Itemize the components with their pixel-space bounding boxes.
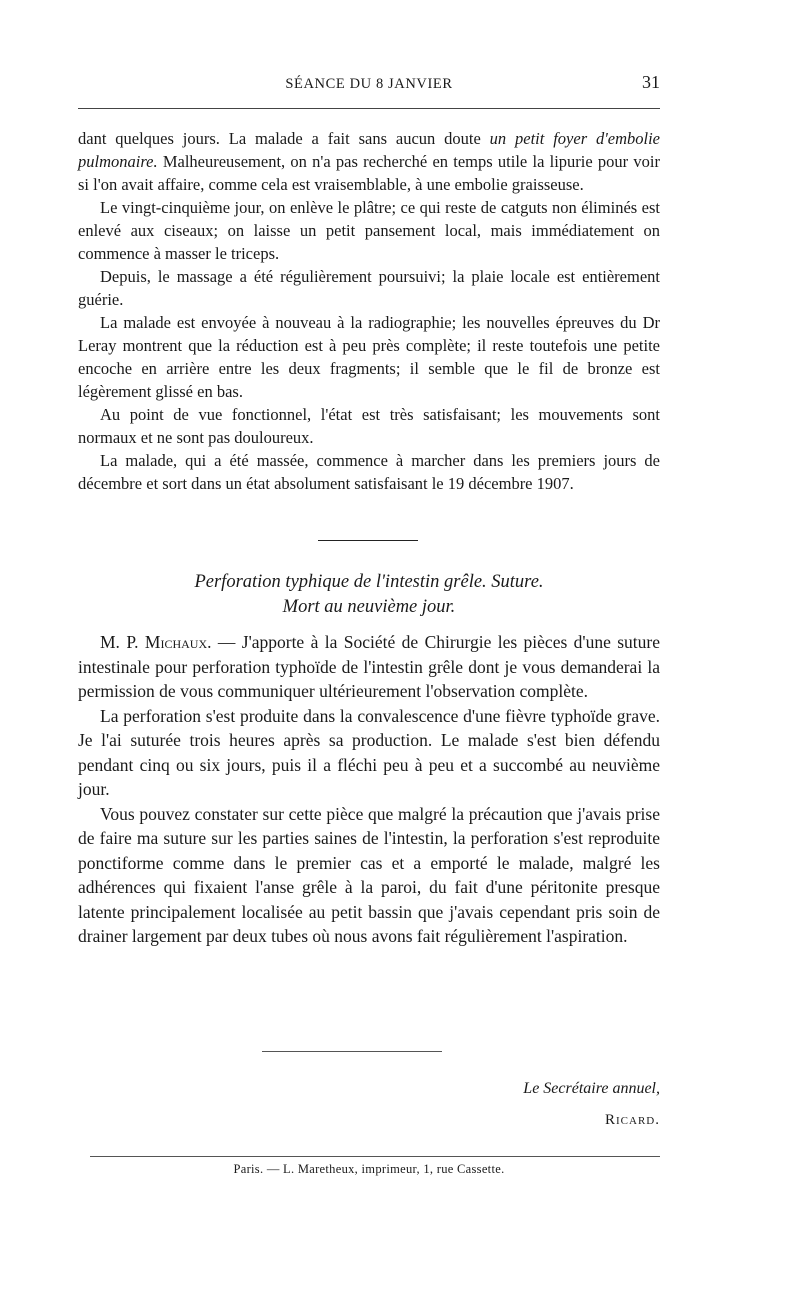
section-title-line: Mort au neuvième jour.: [282, 597, 456, 617]
printer-colophon: Paris. — L. Maretheux, imprimeur, 1, rue Cassette.: [233, 1162, 505, 1176]
case-report-continuation: [78, 127, 660, 495]
paragraph: Le vingt-cinquième jour, on enlève le plâtre; ce qui reste de catguts non éliminés est enlevé aux ciseaux; on laisse un petit pansement local, mais immédiatement on commence à masser le triceps.: [78, 198, 660, 263]
paragraph: La perforation s'est produite dans la convalescence d'une fièvre typhoïde grave. Je l'ai suturée trois heures après sa production. Le malade s'est bien défendu pendant cinq ou six jours, puis il a fléchi peu à peu et a succombé au neuvième jour.: [78, 705, 660, 799]
page-number: 31: [642, 72, 660, 92]
signature-role: Le Secrétaire annuel,: [523, 1080, 660, 1097]
paragraph: [78, 630, 660, 704]
paragraph: Au point de vue fonctionnel, l'état est très satisfaisant; les mouvements sont normaux et ne sont pas douloureux.: [78, 405, 660, 447]
page-header: [78, 72, 660, 98]
paragraph: Vous pouvez constater sur cette pièce que malgré la précaution que j'avais prise de faire ma suture sur les parties saines de l'intestin, la perforation s'est reproduite ponctiforme comme dans le premier cas et a emporté le malade, malgré les adhérences qui fixaient l'anse grêle à la paroi, du fait d'une péritonite presque latente principalement localisée au petit bassin que j'avais cependant pris soin de drainer largement par deux tubes où nous avons fait régulièrement l'aspiration.: [78, 803, 660, 946]
section-title-line: Perforation typhique de l'intestin grêle. Suture.: [194, 572, 544, 592]
paragraph: [78, 127, 660, 196]
paragraph-text: dant quelques jours. La malade a fait sans aucun doute: [78, 129, 490, 148]
section-separator: [318, 540, 418, 541]
paragraph: La malade est envoyée à nouveau à la radiographie; les nouvelles épreuves du Dr Leray montrent que la réduction est à peu près complète; il reste toutefois une petite encoche en arrière entre les deux fragments; il semble que le fil de bronze est légèrement glissé en bas.: [78, 313, 660, 401]
running-head: SÉANCE DU 8 JANVIER: [285, 76, 453, 92]
closing-separator: [262, 1051, 442, 1052]
paragraph-text: Malheureusement, on n'a pas recherché en temps utile la lipurie pour voir si l'on avait affaire, comme cela est vraisemblable, à une embolie graisseuse.: [78, 152, 660, 194]
communication-text: [78, 630, 660, 949]
header-rule: [78, 108, 660, 109]
italic-phrase: un petit foyer d'embolie pulmonaire.: [78, 129, 660, 171]
paragraph: Depuis, le massage a été régulièrement poursuivi; la plaie locale est entièrement guérie.: [78, 267, 660, 309]
signature-name: Ricard.: [605, 1112, 660, 1128]
speaker-name: M. P. Michaux.: [100, 632, 212, 652]
footer-rule: [90, 1156, 660, 1157]
section-title: [78, 570, 660, 620]
paragraph: La malade, qui a été massée, commence à marcher dans les premiers jours de décembre et sort dans un état absolument satisfaisant le 19 décembre 1907.: [78, 451, 660, 493]
paragraph-text: — J'apporte à la Société de Chirurgie les pièces d'une suture intestinale pour perforation typhoïde de l'intestin grêle dont je vous demanderai la permission de vous communiquer ultérieurement l'observation complète.: [78, 632, 660, 701]
